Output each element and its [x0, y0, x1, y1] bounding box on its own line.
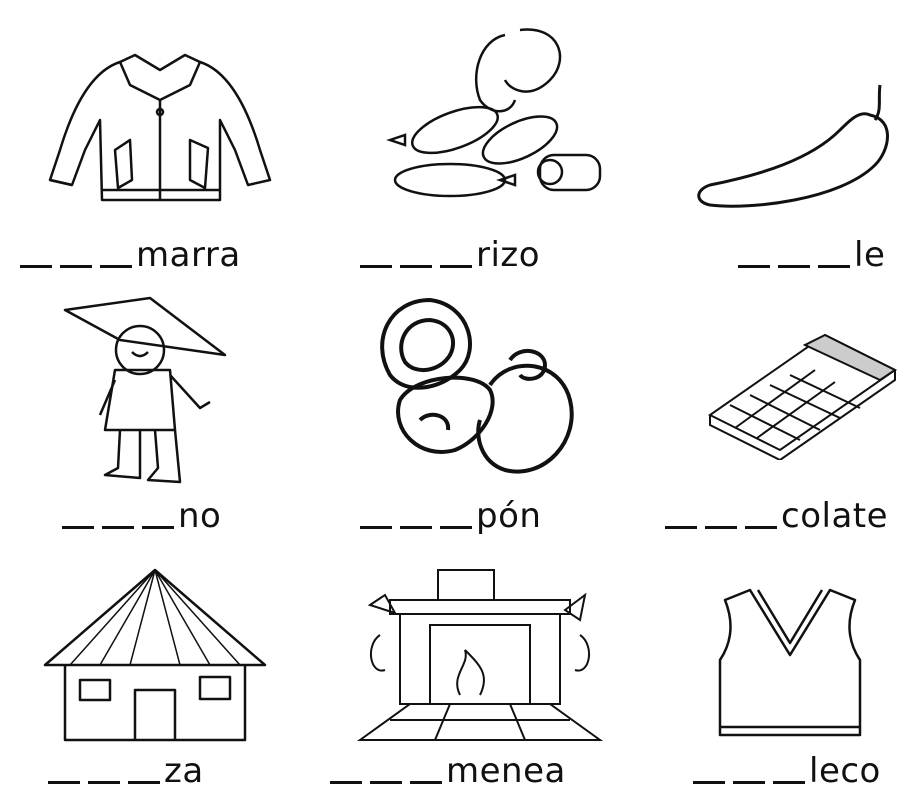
word-ending: za [164, 751, 204, 791]
word-ending: leco [809, 751, 881, 791]
word-fireplace [330, 752, 566, 790]
word-ending: no [178, 496, 222, 536]
hut-picture [40, 565, 270, 745]
jacket-picture [40, 40, 280, 210]
word-hut [48, 752, 204, 790]
word-ending: marra [136, 235, 241, 275]
child-with-hat-picture [60, 290, 230, 490]
fireplace-picture [350, 565, 610, 745]
sausages-picture [370, 20, 620, 210]
word-vest [693, 752, 881, 790]
word-sausages [360, 236, 540, 274]
answer-blanks [48, 781, 160, 790]
word-child [62, 497, 221, 535]
chili-pepper-picture [690, 80, 900, 215]
word-ending: colate [781, 496, 889, 536]
answer-blanks [665, 526, 777, 535]
answer-blanks [693, 781, 805, 790]
answer-blanks [20, 265, 132, 274]
answer-blanks [360, 265, 472, 274]
answer-blanks [360, 526, 472, 535]
word-pacifier [360, 497, 541, 535]
answer-blanks [738, 265, 850, 274]
word-ending: le [854, 235, 886, 275]
vest-picture [710, 585, 870, 745]
word-ending: rizo [476, 235, 541, 275]
word-ending: menea [446, 751, 566, 791]
word-ending: pón [476, 496, 542, 536]
chocolate-bar-picture [705, 330, 900, 460]
word-chocolate [665, 497, 888, 535]
pacifier-picture [370, 290, 590, 490]
answer-blanks [62, 526, 174, 535]
word-jacket [20, 236, 241, 274]
word-chili-pepper [738, 236, 885, 274]
answer-blanks [330, 781, 442, 790]
